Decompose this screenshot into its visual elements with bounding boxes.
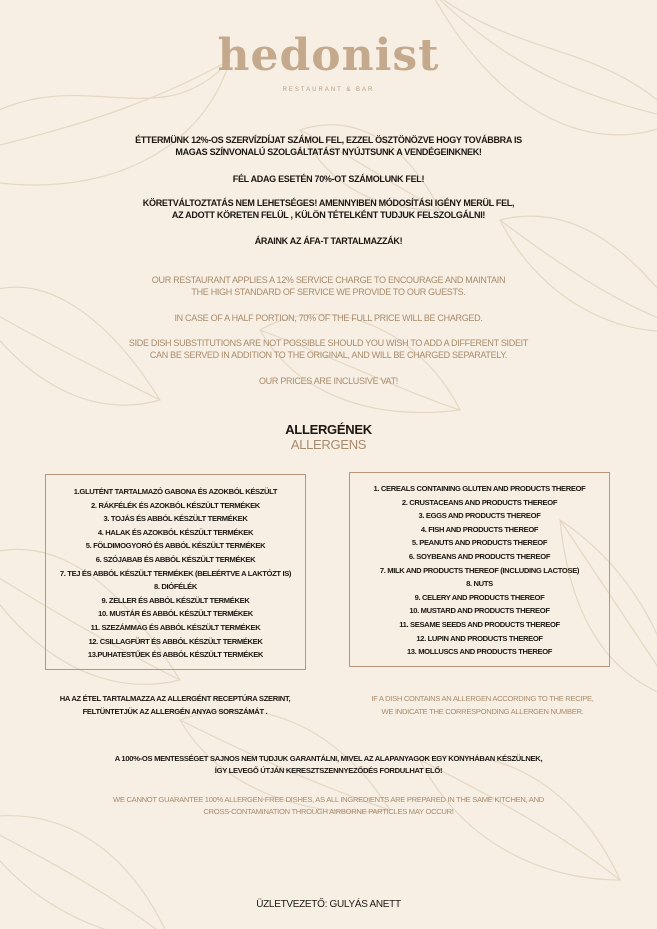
allergen-list-hu xyxy=(45,474,306,670)
allergen-item-hu: 2. RÁKFÉLÉK ÉS AZOKBÓL KÉSZÜLT TERMÉKEK xyxy=(91,500,260,510)
allergen-item-en: 3. EGGS AND PRODUCTS THEREOF xyxy=(418,511,541,521)
half-portion-hu: FÉL ADAG ESETÉN 70%-OT SZÁMOLUNK FEL! xyxy=(232,174,425,184)
allergen-item-en: 2. CRUSTACEANS AND PRODUCTS THEREOF xyxy=(401,497,558,507)
allergen-item-hu: 7. TEJ ÉS ABBÓL KÉSZÜLT TERMÉKEK (BELEÉRTVE A LAKTÓZT IS) xyxy=(59,568,292,578)
allergen-item-en: 12. LUPIN AND PRODUCTS THEREOF xyxy=(416,633,543,643)
allergen-item-en: 11. SESAME SEEDS AND PRODUCTS THEREOF xyxy=(399,619,560,629)
side-dish-hu: KÖRETVÁLTOZTATÁS NEM LEHETSÉGES! AMENNYIBEN MÓDOSÍTÁSI IGÉNY MERÜL FEL, AZ ADOTT KÖRETEN FELÜL , KÜLÖN TÉTELKÉNT TUDJUK FELSZOLGÁLNI! xyxy=(142,198,515,220)
vat-en: OUR PRICES ARE INCLUSIVE VAT! xyxy=(258,376,398,386)
allergen-item-en: 5. PEANUTS AND PRODUCTS THEREOF xyxy=(411,538,548,548)
allergens-title-hu: ALLERGÉNEK xyxy=(285,422,372,437)
allergen-item-en: 7. MILK AND PRODUCTS THEREOF (INCLUDING LACTOSE) xyxy=(379,565,580,575)
service-charge-en: OUR RESTAURANT APPLIES A 12% SERVICE CHARGE TO ENCOURAGE AND MAINTAIN THE HIGH STANDARD OF SERVICE WE PROVIDE TO OUR GUESTS. xyxy=(151,275,506,297)
vat-hu: ÁRAINK AZ ÁFA-T TARTALMAZZÁK! xyxy=(254,236,403,246)
allergen-item-en: 4. FISH AND PRODUCTS THEREOF xyxy=(420,524,539,534)
allergen-item-hu: 12. CSILLAGFÜRT ÉS ABBÓL KÉSZÜLT TERMÉKEK xyxy=(88,636,263,646)
allergen-item-hu: 3. TOJÁS ÉS ABBÓL KÉSZÜLT TERMÉKEK xyxy=(103,514,248,524)
disclaimer-en: WE CANNOT GUARANTEE 100% ALLERGEN-FREE DISHES, AS ALL INGREDIENTS ARE PREPARED IN THE SAME KITCHEN, AND CROSS-CONTAMINATION THROUGH AIRBORNE PARTICLES MAY OCCUR! xyxy=(113,795,544,816)
allergen-item-en: 13. MOLLUSCS AND PRODUCTS THEREOF xyxy=(406,647,553,657)
half-portion-en: IN CASE OF A HALF PORTION, 70% OF THE FULL PRICE WILL BE CHARGED. xyxy=(174,313,483,323)
allergen-item-hu: 11. SZEZÁMMAG ÉS ABBÓL KÉSZÜLT TERMÉKEK xyxy=(90,622,261,632)
allergen-list-en xyxy=(349,472,610,667)
allergen-item-en: 10. MUSTARD AND PRODUCTS THEREOF xyxy=(409,606,550,616)
allergen-note-en: IF A DISH CONTAINS AN ALLERGEN ACCORDING TO THE RECIPE, WE INDICATE THE CORRESPONDING ALLERGEN NUMBER. xyxy=(371,694,594,716)
allergen-item-en: 6. SOYBEANS AND PRODUCTS THEREOF xyxy=(408,551,551,561)
allergen-note-hu: HA AZ ÉTEL TARTALMAZZA AZ ALLERGÉNT RECEPTÚRA SZERINT, FELTÜNTETJÜK AZ ALLERGÉN ANYAG SORSZÁMÁT . xyxy=(59,694,291,716)
brand-logo: hedonist xyxy=(217,30,440,81)
allergen-item-hu: 8. DIÓFÉLÉK xyxy=(154,582,197,592)
allergen-item-hu: 9. ZELLER ÉS ABBÓL KÉSZÜLT TERMÉKEK xyxy=(101,595,250,605)
allergen-item-en: 8. NUTS xyxy=(466,579,493,589)
allergen-item-hu: 4. HALAK ÉS AZOKBÓL KÉSZÜLT TERMÉKEK xyxy=(97,527,254,537)
allergen-item-hu: 6. SZÓJABAB ÉS ABBÓL KÉSZÜLT TERMÉKEK xyxy=(95,554,256,564)
brand-tagline: RESTAURANT & BAR xyxy=(282,87,375,93)
manager-signature: ÜZLETVEZETŐ: GULYÁS ANETT xyxy=(256,899,401,910)
service-charge-hu: ÉTTERMÜNK 12%-OS SZERVÍZDÍJAT SZÁMOL FEL, EZZEL ÖSZTÖNÖZVE HOGY TOVÁBBRA IS MAGAS SZÍNVONALÚ SZOLGÁLTATÁST NYÚJTSUNK A VENDÉGEINKNEK! xyxy=(135,135,522,157)
allergen-item-hu: 5. FÖLDIMOGYORÓ ÉS ABBÓL KÉSZÜLT TERMÉKEK xyxy=(85,541,266,551)
disclaimer-hu: A 100%-OS MENTESSÉGET SAJNOS NEM TUDJUK GARANTÁLNI, MIVEL AZ ALAPANYAGOK EGY KONYHÁBAN KÉSZÜLNEK, ÍGY LEVEGŐ ÚTJÁN KERESZTSZENNYEZŐDÉS FORDULHAT ELŐ! xyxy=(114,754,543,775)
allergen-item-en: 9. CELERY AND PRODUCTS THEREOF xyxy=(414,592,545,602)
allergens-title-en: ALLERGENS xyxy=(290,437,367,452)
allergen-item-hu: 10. MUSTÁR ÉS ABBÓL KÉSZÜLT TERMÉKEK xyxy=(98,609,253,619)
side-dish-en: SIDE DISH SUBSTITUTIONS ARE NOT POSSIBLE SHOULD YOU WISH TO ADD A DIFFERENT SIDEIT CAN BE SERVED IN ADDITION TO THE ORIGINAL, AND WILL BE CHARGED SEPARATELY. xyxy=(128,338,529,360)
allergen-item-hu: 1.GLUTÉNT TARTALMAZÓ GABONA ÉS AZOKBÓL KÉSZÜLT xyxy=(73,487,278,496)
allergen-item-hu: 13.PUHATESTŰEK ÉS ABBÓL KÉSZÜLT TERMÉKEK xyxy=(87,650,264,660)
allergen-item-en: 1. CEREALS CONTAINING GLUTEN AND PRODUCTS THEREOF xyxy=(373,484,586,493)
